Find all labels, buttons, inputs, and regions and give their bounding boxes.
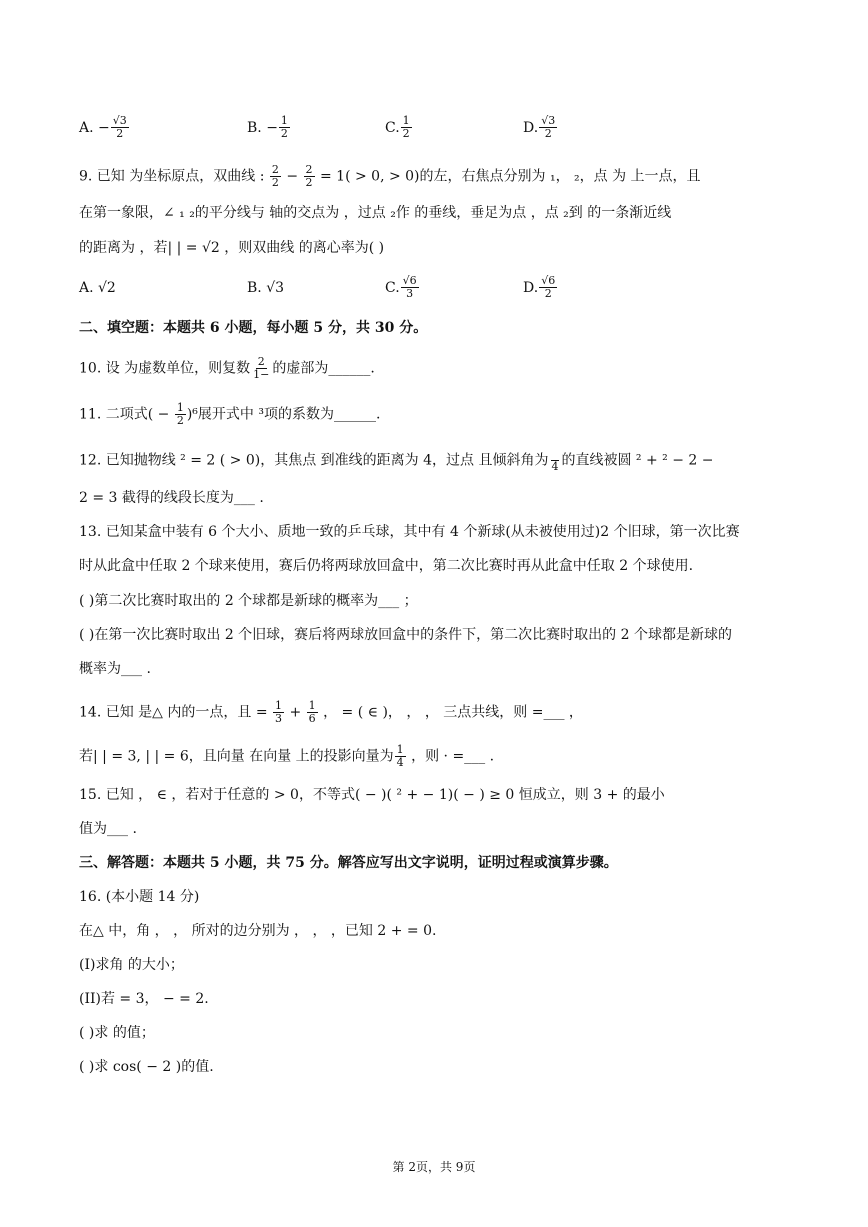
q9-option-a: A. √2 xyxy=(79,280,116,296)
fraction xyxy=(539,275,557,300)
option-label: B. − xyxy=(247,119,278,136)
q14-line-1 xyxy=(79,700,583,725)
fraction xyxy=(175,402,186,427)
fraction-num: 1 xyxy=(280,114,288,127)
q13-line-4: ( )在第一次比赛时取出 2 个旧球，赛后将两球放回盒中的条件下，第二次比赛时取出的 2 个球都是新球的 xyxy=(79,627,732,643)
text: 11. 二项式( − xyxy=(79,406,174,423)
q12-line-2: 2 = 3 截得的线段长度为___ . xyxy=(79,490,264,506)
text: 9. 已知 为坐标原点，双曲线 : xyxy=(79,168,265,185)
q15-line-1: 15. 已知 ， ∈ ，若对于任意的 > 0，不等式( − )( ² + − 1)( − ) ≥ 0 恒成立，则 3 + 的最小 xyxy=(79,787,665,803)
section-heading-answer: 三、解答题：本题共 5 小题，共 75 分。解答应写出文字说明，证明过程或演算步骤。 xyxy=(79,855,618,871)
fraction-den: 2 xyxy=(176,414,184,427)
text: 14. 已知 是△ 内的一点，且 = xyxy=(79,704,273,721)
q16-line-1: 16. (本小题 14 分) xyxy=(79,889,200,905)
fraction xyxy=(273,700,284,725)
fraction-den: 2 xyxy=(116,127,124,140)
q8-option-b xyxy=(247,115,291,140)
q13-line-1: 13. 已知某盒中装有 6 个大小、质地一致的乒乓球，其中有 4 个新球(从未被使用过)2 个旧球，第一次比赛 xyxy=(79,524,740,540)
fraction-den: 3 xyxy=(275,712,283,725)
fraction xyxy=(401,115,412,140)
fraction xyxy=(251,356,271,381)
fraction-num: 2 xyxy=(305,163,313,176)
fraction-num: √3 xyxy=(541,114,556,127)
fraction-den: 2 xyxy=(544,127,552,140)
fraction xyxy=(307,700,318,725)
page-footer: 第 2页，共 9页 xyxy=(392,1160,476,1174)
q9-option-c xyxy=(385,275,420,300)
text: 12. 已知抛物线 ² = 2 ( > 0)，其焦点 到准线的距离为 4，过点 且倾斜角为 xyxy=(79,452,549,469)
q16-line-2: 在△ 中，角 ， ， 所对的边分别为 ， ， ，已知 2 + = 0. xyxy=(79,923,437,939)
q9-options xyxy=(79,275,779,305)
q15-line-2: 值为___ . xyxy=(79,821,137,837)
text: − xyxy=(281,168,303,185)
q13-line-3: ( )第二次比赛时取出的 2 个球都是新球的概率为___ ； xyxy=(79,593,418,609)
fraction xyxy=(304,164,315,189)
fraction-den: 2 xyxy=(402,127,410,140)
fraction-num: 1 xyxy=(308,699,316,712)
text: ， = ( ∈ )， ， ， 三点共线，则 =___ ， xyxy=(318,704,583,721)
fraction-den: 4 xyxy=(396,756,404,769)
fraction-num: 1 xyxy=(396,743,404,756)
q16-line-4: (II)若 = 3， − = 2. xyxy=(79,991,209,1007)
fraction-num: 1 xyxy=(402,114,410,127)
q9-line-3: 的距离为 ，若| | = √2 ，则双曲线 的离心率为( ) xyxy=(79,240,385,256)
text: 的虚部为______. xyxy=(272,360,375,377)
q8-option-d xyxy=(523,115,558,140)
fraction-num: √6 xyxy=(402,274,417,287)
option-label: D. xyxy=(523,279,539,296)
option-label: D. xyxy=(523,119,539,136)
text: + xyxy=(285,704,306,721)
q9-option-d xyxy=(523,275,558,300)
q16-line-3: (I)求角 的大小； xyxy=(79,957,184,973)
text: = 1( > 0, > 0)的左，右焦点分别为 ₁， ₂，点 为 上一点，且 xyxy=(315,168,701,185)
q9-line-2: 在第一象限，∠ ₁ ₂的平分线与 轴的交点为 ，过点 ₂作 的垂线，垂足为点 ，点 ₂到 的一条渐近线 xyxy=(79,205,672,221)
section-heading-fill-in: 二、填空题：本题共 6 小题，每小题 5 分，共 30 分。 xyxy=(79,320,428,336)
q13-line-5: 概率为___ . xyxy=(79,661,151,677)
fraction-den: 1− xyxy=(253,368,270,381)
q9-option-b: B. √3 xyxy=(247,280,285,296)
fraction-den: 2 xyxy=(544,287,552,300)
fraction xyxy=(279,115,290,140)
q8-option-a xyxy=(79,115,130,140)
q14-line-2 xyxy=(79,744,494,769)
fraction xyxy=(549,448,560,473)
fraction-num: 2 xyxy=(271,163,279,176)
text: )⁶展开式中 ³项的系数为______. xyxy=(186,406,381,423)
option-label: A. − xyxy=(79,119,110,136)
q13-line-2: 时从此盒中任取 2 个球来使用，赛后仍将两球放回盒中，第二次比赛时再从此盒中任取 2 个球使用. xyxy=(79,558,694,574)
q10 xyxy=(79,356,375,381)
fraction-num: 1 xyxy=(176,401,184,414)
text: 的直线被圆 ² + ² − 2 − xyxy=(561,452,714,469)
fraction xyxy=(401,275,419,300)
fraction-num: 2 xyxy=(257,355,265,368)
fraction-den: 6 xyxy=(308,712,316,725)
q16-line-5: ( )求 的值； xyxy=(79,1025,155,1041)
q11 xyxy=(79,402,380,427)
fraction-num: 1 xyxy=(275,699,283,712)
q12-line-1 xyxy=(79,448,714,473)
q8-options xyxy=(79,115,779,145)
text: 10. 设 为虚数单位，则复数 xyxy=(79,360,251,377)
fraction xyxy=(539,115,557,140)
fraction-den: 2 xyxy=(271,176,279,189)
q16-line-6: ( )求 cos( − 2 )的值. xyxy=(79,1059,214,1075)
q9-line-1 xyxy=(79,164,701,189)
text: ，则 · =___ . xyxy=(406,748,495,765)
fraction xyxy=(111,115,129,140)
fraction-den: 4 xyxy=(551,460,559,473)
fraction xyxy=(395,744,406,769)
option-label: C. xyxy=(385,119,400,136)
fraction-den: 2 xyxy=(305,176,313,189)
text: 若| | = 3, | | = 6，且向量 在向量 上的投影向量为 xyxy=(79,748,394,765)
fraction-den: 2 xyxy=(280,127,288,140)
q8-option-c xyxy=(385,115,413,140)
option-label: C. xyxy=(385,279,400,296)
fraction xyxy=(270,164,281,189)
fraction-num: √6 xyxy=(541,274,556,287)
fraction-num: √3 xyxy=(112,114,127,127)
fraction-den: 3 xyxy=(406,287,414,300)
